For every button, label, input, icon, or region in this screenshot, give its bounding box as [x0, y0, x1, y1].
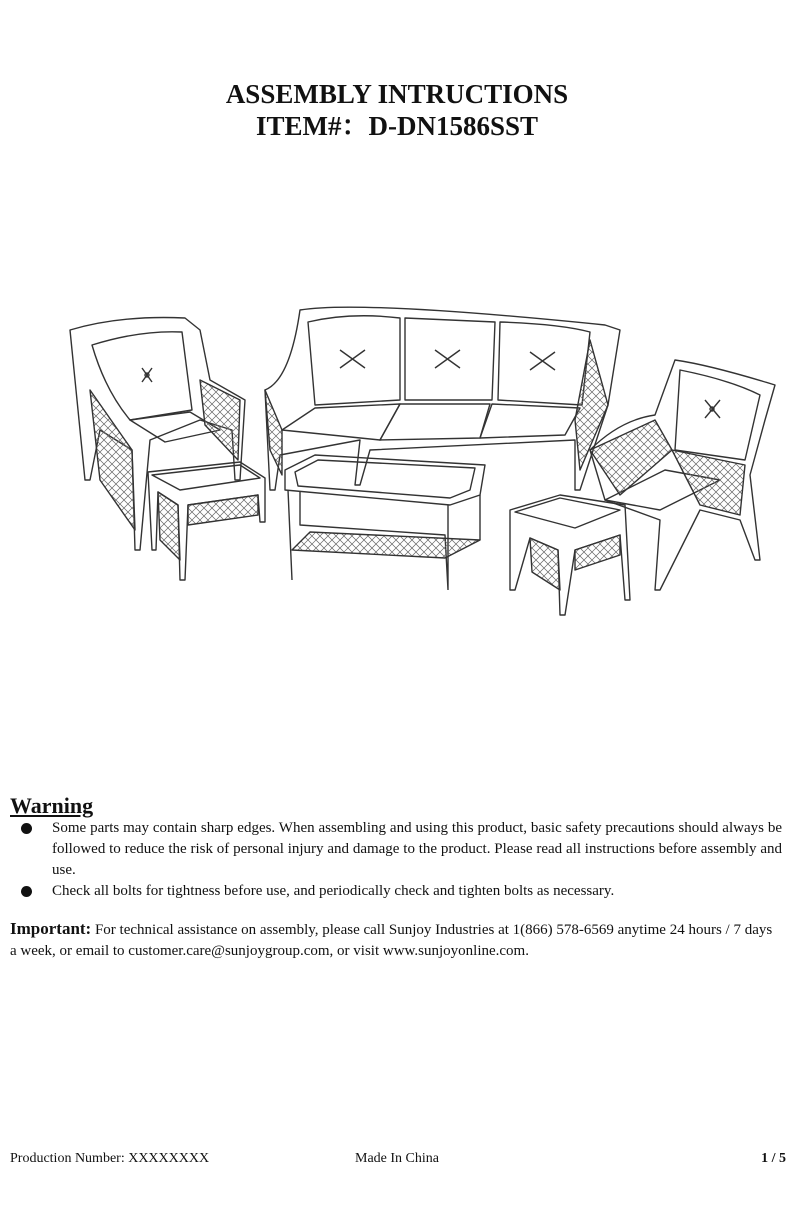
warning-text: Some parts may contain sharp edges. When assembling and using this product, basic safety precautions should always be followed to reduce the risk of personal injury and damage to the product. Please read all instructions before assembly and use. [52, 820, 782, 878]
warning-list [10, 818, 782, 902]
document-title: ASSEMBLY INTRUCTIONS [225, 79, 569, 109]
page-footer [10, 1151, 786, 1171]
item-number: ITEM#：D-DN1586SST [255, 111, 539, 141]
left-ottoman [148, 462, 265, 580]
right-ottoman [510, 495, 630, 615]
coffee-table [285, 455, 485, 590]
important-label: Important: [10, 919, 92, 938]
warning-heading: Warning [10, 793, 94, 818]
list-item [10, 881, 782, 902]
patio-furniture-set-drawing-icon [60, 300, 790, 630]
bullet-icon [21, 886, 32, 897]
warning-text: Check all bolts for tightness before use, and periodically check and tighten bolts as necessary. [52, 883, 615, 899]
production-number: Production Number: XXXXXXXX [10, 1151, 210, 1166]
important-note [10, 918, 782, 962]
bullet-icon [21, 823, 32, 834]
important-text: For technical assistance on assembly, please call Sunjoy Industries at 1(866) 578-6569 anytime 24 hours / 7 days a week, or email to customer.care@sunjoygroup.com, or visit www.sunjoyonline.com. [10, 922, 773, 959]
list-item [10, 818, 782, 881]
origin-label: Made In China [355, 1151, 439, 1166]
page-number: 1 / 5 [761, 1151, 786, 1166]
